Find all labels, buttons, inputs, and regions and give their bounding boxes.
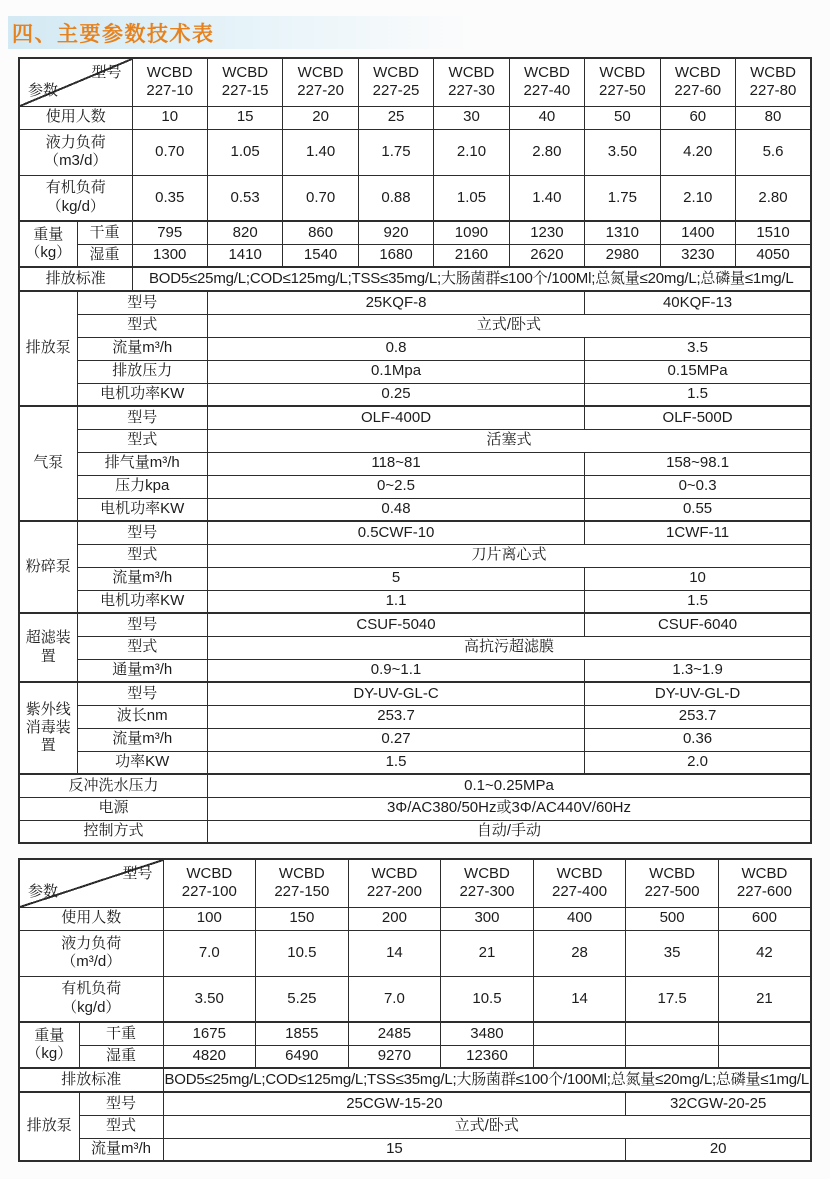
table-cell: 1.05 xyxy=(207,129,282,175)
row-sublabel: 电机功率KW xyxy=(77,498,207,521)
model-header xyxy=(718,859,811,907)
row-sublabel: 湿重 xyxy=(79,1045,163,1068)
model-brand: WCBD xyxy=(146,63,193,81)
corner-cell xyxy=(19,859,163,907)
row-sublabel: 波长nm xyxy=(77,705,207,728)
model-header xyxy=(626,859,719,907)
table-cell: 0.70 xyxy=(132,129,207,175)
table-cell: 1090 xyxy=(434,221,509,244)
model-header xyxy=(256,859,349,907)
row-sublabel: 电机功率KW xyxy=(77,590,207,613)
table-cell: 1.1 xyxy=(207,590,584,613)
row-label-unit: （kg） xyxy=(25,244,72,261)
table-cell: 0.1~0.25MPa xyxy=(207,774,811,797)
model-brand: WCBD xyxy=(373,63,419,81)
table-cell: 1CWF-11 xyxy=(585,521,811,544)
row-label-line: 重量 xyxy=(34,1026,65,1044)
table-cell: 1.5 xyxy=(585,383,811,406)
table-cell: 2485 xyxy=(348,1022,441,1045)
model-code: 227-25 xyxy=(372,82,420,100)
row-label-unit: （kg/d） xyxy=(62,998,121,1016)
table-cell: 14 xyxy=(533,976,626,1022)
row-sublabel: 型号 xyxy=(77,406,207,429)
model-brand: WCBD xyxy=(297,63,344,81)
table-cell: 活塞式 xyxy=(207,429,811,452)
table-cell: 2980 xyxy=(585,244,660,267)
table-cell: CSUF-5040 xyxy=(207,613,584,636)
row-sublabel: 通量m³/h xyxy=(77,659,207,682)
row-label: 电源 xyxy=(19,797,207,820)
table-cell: 118~81 xyxy=(207,452,584,475)
table-cell: 500 xyxy=(626,907,719,930)
model-code: 227-200 xyxy=(366,883,422,901)
table-cell: 400 xyxy=(533,907,626,930)
row-label-line: 液力负荷 xyxy=(61,934,122,952)
table-cell: DY-UV-GL-D xyxy=(585,682,811,705)
table-cell: 0.25 xyxy=(207,383,584,406)
table-cell: 1855 xyxy=(256,1022,349,1045)
table-cell: 0.1Mpa xyxy=(207,360,584,383)
table-cell: CSUF-6040 xyxy=(585,613,811,636)
model-brand: WCBD xyxy=(674,63,721,81)
table-cell: 2160 xyxy=(434,244,509,267)
section-label: 紫外线消毒装置 xyxy=(19,682,77,774)
table-cell xyxy=(718,1022,811,1045)
table-cell: 立式/卧式 xyxy=(163,1115,811,1138)
row-sublabel: 型式 xyxy=(79,1115,163,1138)
table-cell: 1410 xyxy=(207,244,282,267)
table-cell: 3230 xyxy=(660,244,735,267)
row-sublabel: 电机功率KW xyxy=(77,383,207,406)
model-code: 227-30 xyxy=(448,82,495,100)
table-cell: 4.20 xyxy=(660,129,735,175)
row-sublabel: 型号 xyxy=(77,613,207,636)
model-brand: WCBD xyxy=(186,864,233,882)
table-cell: 3.50 xyxy=(585,129,660,175)
table-cell: 立式/卧式 xyxy=(207,314,811,337)
table-cell: 158~98.1 xyxy=(585,452,811,475)
row-sublabel: 型式 xyxy=(77,544,207,567)
table-cell: 10 xyxy=(585,567,811,590)
table-cell xyxy=(626,1045,719,1068)
table-cell xyxy=(626,1022,719,1045)
table-cell: 20 xyxy=(626,1138,811,1161)
model-header xyxy=(434,58,509,106)
table-cell: 0.35 xyxy=(132,175,207,221)
model-code: 227-500 xyxy=(644,883,700,901)
table-cell: 10 xyxy=(132,106,207,129)
model-header xyxy=(207,58,282,106)
table-cell xyxy=(533,1022,626,1045)
model-brand: WCBD xyxy=(750,63,796,81)
row-label-line: 液力负荷 xyxy=(45,133,106,151)
table-cell: 1.40 xyxy=(283,129,358,175)
row-sublabel: 型号 xyxy=(77,682,207,705)
table-cell: 1.5 xyxy=(207,751,584,774)
table-cell: 2.10 xyxy=(434,129,509,175)
table-cell: 0.70 xyxy=(283,175,358,221)
table-cell: 3Φ/AC380/50Hz或3Φ/AC440V/60Hz xyxy=(207,797,811,820)
model-code: 227-20 xyxy=(297,82,344,100)
section-label: 排放泵 xyxy=(19,1092,79,1161)
table-cell: 2.80 xyxy=(509,129,584,175)
table-cell: 21 xyxy=(441,930,534,976)
table-cell: 795 xyxy=(132,221,207,244)
model-code: 227-80 xyxy=(749,82,797,100)
table-cell: 2620 xyxy=(509,244,584,267)
row-sublabel: 型号 xyxy=(79,1092,163,1115)
table-cell: 300 xyxy=(441,907,534,930)
model-header xyxy=(283,58,358,106)
section-label: 气泵 xyxy=(19,406,77,521)
model-header xyxy=(509,58,584,106)
row-label-line: 有机负荷 xyxy=(61,980,122,998)
model-brand: WCBD xyxy=(222,63,269,81)
table-cell: 2.0 xyxy=(585,751,811,774)
table-cell: 1675 xyxy=(163,1022,256,1045)
row-sublabel: 流量m³/h xyxy=(77,337,207,360)
table-cell: 15 xyxy=(163,1138,626,1161)
row-sublabel: 型号 xyxy=(77,291,207,314)
row-sublabel: 流量m³/h xyxy=(77,567,207,590)
model-brand: WCBD xyxy=(599,63,646,81)
section-title-band xyxy=(8,16,478,49)
table-cell: 1300 xyxy=(132,244,207,267)
row-label-line: 有机负荷 xyxy=(45,179,106,197)
table-cell: 10.5 xyxy=(256,930,349,976)
model-brand: WCBD xyxy=(523,63,570,81)
table-cell: 32CGW-20-25 xyxy=(626,1092,811,1115)
table-cell: 17.5 xyxy=(626,976,719,1022)
table-cell: 0.5CWF-10 xyxy=(207,521,584,544)
model-code: 227-300 xyxy=(459,883,515,901)
table-cell: 0.15MPa xyxy=(585,360,811,383)
table-cell: 0.48 xyxy=(207,498,584,521)
corner-model-label: 型号 xyxy=(91,64,122,81)
table-cell: 25 xyxy=(358,106,433,129)
table-cell: 40 xyxy=(509,106,584,129)
table-cell: 0.88 xyxy=(358,175,433,221)
table-cell: 5 xyxy=(207,567,584,590)
row-sublabel: 功率KW xyxy=(77,751,207,774)
row-sublabel: 型式 xyxy=(77,314,207,337)
table-cell: 2.10 xyxy=(660,175,735,221)
row-sublabel: 型式 xyxy=(77,429,207,452)
table-cell: 10.5 xyxy=(441,976,534,1022)
discharge-standard-value: BOD5≤25mg/L;COD≤125mg/L;TSS≤35mg/L;大肠菌群≤100个/100Ml;总氮量≤20mg/L;总磷量≤1mg/L xyxy=(163,1068,811,1092)
table-cell: 820 xyxy=(207,221,282,244)
model-brand: WCBD xyxy=(371,864,418,882)
row-sublabel: 型号 xyxy=(77,521,207,544)
row-label xyxy=(19,976,163,1022)
model-brand: WCBD xyxy=(448,63,495,81)
model-brand: WCBD xyxy=(649,864,695,882)
table-cell: OLF-500D xyxy=(585,406,811,429)
row-label: 排放标准 xyxy=(19,267,132,291)
model-code: 227-600 xyxy=(736,883,792,901)
table-cell: 25CGW-15-20 xyxy=(163,1092,626,1115)
model-code: 227-40 xyxy=(523,82,571,100)
model-code: 227-100 xyxy=(181,883,237,901)
model-brand: WCBD xyxy=(556,864,603,882)
weight-label xyxy=(19,1022,79,1068)
row-label: 使用人数 xyxy=(19,907,163,930)
table-cell: 2.80 xyxy=(736,175,812,221)
table-cell: 30 xyxy=(434,106,509,129)
model-header xyxy=(660,58,735,106)
row-label xyxy=(19,930,163,976)
table-cell: 0~0.3 xyxy=(585,475,811,498)
section-label: 排放泵 xyxy=(19,291,77,406)
model-header xyxy=(533,859,626,907)
section-label: 粉碎泵 xyxy=(19,521,77,613)
row-sublabel: 干重 xyxy=(79,1022,163,1045)
table-cell: OLF-400D xyxy=(207,406,584,429)
table-cell: 0.8 xyxy=(207,337,584,360)
spec-table-large-models xyxy=(18,858,812,1162)
row-sublabel: 干重 xyxy=(77,221,132,244)
table-cell: 1.75 xyxy=(358,129,433,175)
table-cell: 0.53 xyxy=(207,175,282,221)
corner-param-label: 参数 xyxy=(28,883,59,901)
table-cell: 20 xyxy=(283,106,358,129)
table-cell: 1.5 xyxy=(585,590,811,613)
corner-model-label: 型号 xyxy=(122,865,153,882)
row-label: 反冲洗水压力 xyxy=(19,774,207,797)
model-code: 227-400 xyxy=(552,883,608,901)
table-cell: 7.0 xyxy=(163,930,256,976)
model-code: 227-15 xyxy=(221,82,269,100)
table-cell: 1.75 xyxy=(585,175,660,221)
table-cell: 5.25 xyxy=(256,976,349,1022)
row-label-unit: （kg） xyxy=(26,1045,73,1062)
table-cell: 3.50 xyxy=(163,976,256,1022)
row-sublabel: 排放压力 xyxy=(77,360,207,383)
model-brand: WCBD xyxy=(278,864,325,882)
row-sublabel: 压力kpa xyxy=(77,475,207,498)
table-cell: 1310 xyxy=(585,221,660,244)
row-sublabel: 流量m³/h xyxy=(79,1138,163,1161)
table-cell: 860 xyxy=(283,221,358,244)
table-cell: 1.3~1.9 xyxy=(585,659,811,682)
table-cell: 0.55 xyxy=(585,498,811,521)
table-cell: 刀片离心式 xyxy=(207,544,811,567)
table-cell: 21 xyxy=(718,976,811,1022)
table-cell: 4050 xyxy=(736,244,812,267)
section-label: 超滤装置 xyxy=(19,613,77,682)
table-cell: 0~2.5 xyxy=(207,475,584,498)
table-cell: 1230 xyxy=(509,221,584,244)
table-cell: 14 xyxy=(348,930,441,976)
table-cell: 5.6 xyxy=(736,129,812,175)
model-brand: WCBD xyxy=(464,864,510,882)
table-cell: 920 xyxy=(358,221,433,244)
table-cell: 253.7 xyxy=(207,705,584,728)
model-header xyxy=(585,58,660,106)
corner-cell xyxy=(19,58,132,106)
row-label: 排放标准 xyxy=(19,1068,163,1092)
table-cell: 4820 xyxy=(163,1045,256,1068)
row-label-unit: （kg/d） xyxy=(46,197,105,215)
table-cell: 15 xyxy=(207,106,282,129)
table-cell: 12360 xyxy=(441,1045,534,1068)
table-cell: 60 xyxy=(660,106,735,129)
table-cell: 80 xyxy=(736,106,812,129)
table-cell: 9270 xyxy=(348,1045,441,1068)
table-cell: 1400 xyxy=(660,221,735,244)
model-header xyxy=(348,859,441,907)
table-cell: 7.0 xyxy=(348,976,441,1022)
row-label: 使用人数 xyxy=(19,106,132,129)
row-label-unit: （m3/d） xyxy=(44,152,108,169)
table-cell: 25KQF-8 xyxy=(207,291,584,314)
table-cell: 3.5 xyxy=(585,337,811,360)
row-label-line: 重量 xyxy=(33,225,64,243)
model-brand: WCBD xyxy=(741,864,788,882)
table-cell: 42 xyxy=(718,930,811,976)
table-cell: DY-UV-GL-C xyxy=(207,682,584,705)
table-cell: 40KQF-13 xyxy=(585,291,811,314)
model-header xyxy=(132,58,207,106)
corner-param-label: 参数 xyxy=(28,82,59,100)
table-cell: 3480 xyxy=(441,1022,534,1045)
table-cell: 1680 xyxy=(358,244,433,267)
table-cell: 1540 xyxy=(283,244,358,267)
row-label: 控制方式 xyxy=(19,820,207,843)
table-cell: 6490 xyxy=(256,1045,349,1068)
spec-table-small-models xyxy=(18,57,812,844)
row-sublabel: 湿重 xyxy=(77,244,132,267)
model-code: 227-50 xyxy=(598,82,646,100)
model-code: 227-60 xyxy=(674,82,722,100)
table-cell: 200 xyxy=(348,907,441,930)
row-sublabel: 流量m³/h xyxy=(77,728,207,751)
table-cell: 100 xyxy=(163,907,256,930)
table-cell: 0.36 xyxy=(585,728,811,751)
table-cell: 253.7 xyxy=(585,705,811,728)
row-label-unit: （m³/d） xyxy=(61,953,122,970)
model-header xyxy=(358,58,433,106)
model-header xyxy=(441,859,534,907)
table-cell: 0.27 xyxy=(207,728,584,751)
model-code: 227-10 xyxy=(146,82,194,100)
row-sublabel: 排气量m³/h xyxy=(77,452,207,475)
table-cell xyxy=(533,1045,626,1068)
table-cell: 1.05 xyxy=(434,175,509,221)
table-cell: 35 xyxy=(626,930,719,976)
table-cell: 600 xyxy=(718,907,811,930)
table-cell: 0.9~1.1 xyxy=(207,659,584,682)
weight-label xyxy=(19,221,77,267)
table-cell xyxy=(718,1045,811,1068)
table-cell: 1.40 xyxy=(509,175,584,221)
table-cell: 自动/手动 xyxy=(207,820,811,843)
row-label xyxy=(19,129,132,175)
table-cell: 150 xyxy=(256,907,349,930)
model-code: 227-150 xyxy=(274,883,330,901)
table-cell: 1510 xyxy=(736,221,812,244)
page-title: 四、主要参数技术表 xyxy=(12,22,215,46)
table-cell: 高抗污超滤膜 xyxy=(207,636,811,659)
row-sublabel: 型式 xyxy=(77,636,207,659)
model-header xyxy=(736,58,812,106)
discharge-standard-value: BOD5≤25mg/L;COD≤125mg/L;TSS≤35mg/L;大肠菌群≤100个/100Ml;总氮量≤20mg/L;总磷量≤1mg/L xyxy=(132,267,811,291)
table-cell: 28 xyxy=(533,930,626,976)
model-header xyxy=(163,859,256,907)
table-cell: 50 xyxy=(585,106,660,129)
row-label xyxy=(19,175,132,221)
